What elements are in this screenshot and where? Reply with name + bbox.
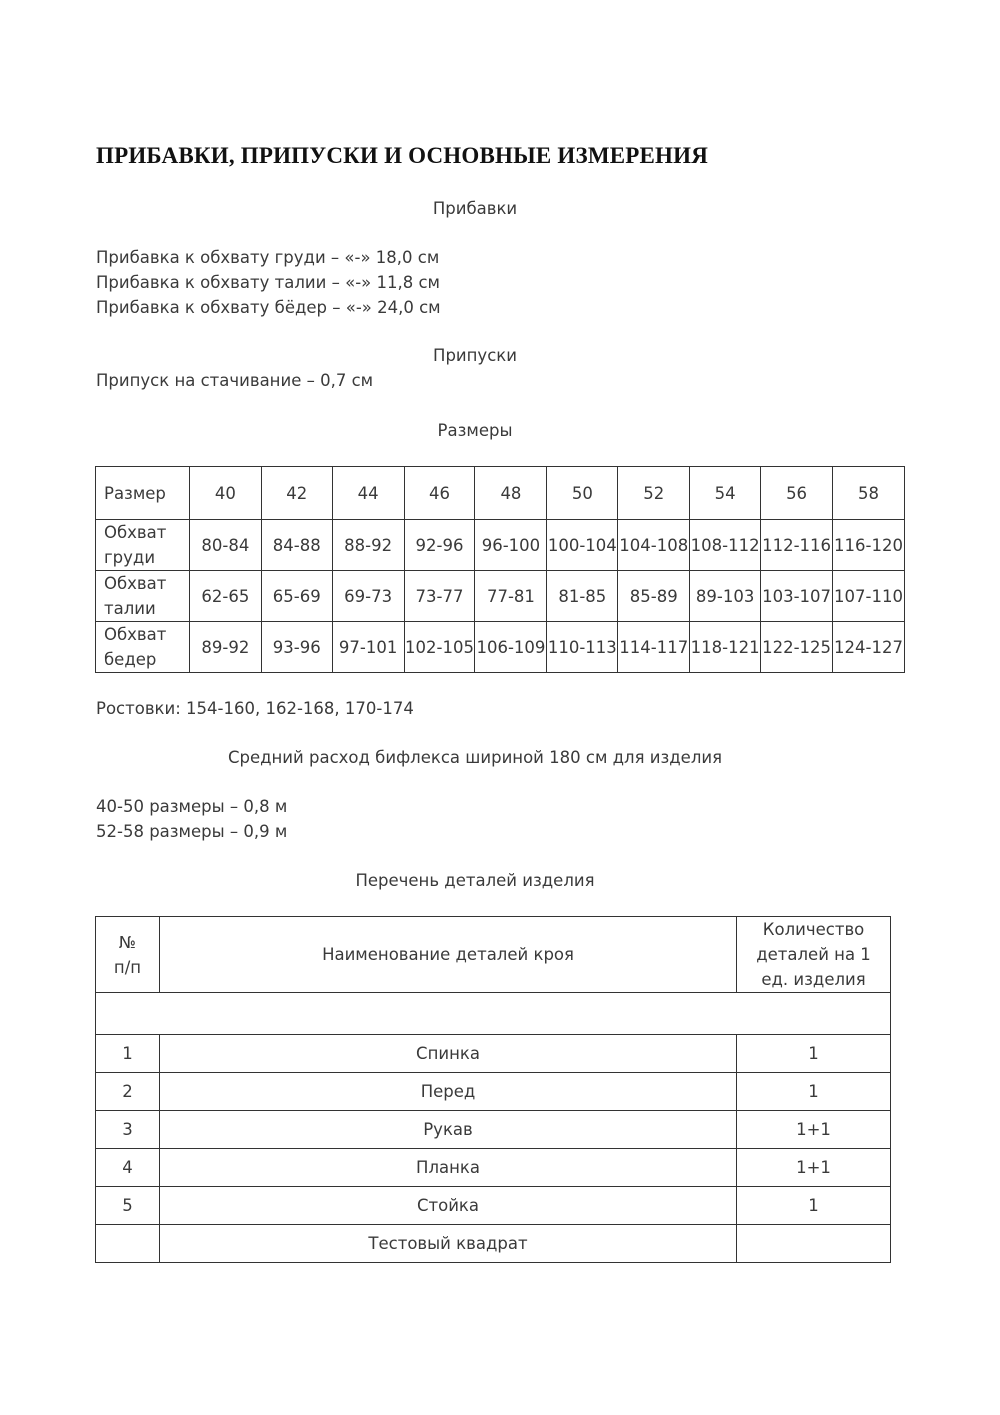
table-row — [96, 1225, 891, 1263]
table-cell: 108-112 — [690, 520, 761, 571]
part-num — [96, 1225, 160, 1263]
part-name: Спинка — [159, 1035, 736, 1073]
table-cell: 102-105 — [404, 622, 475, 673]
parts-table — [95, 916, 891, 1263]
table-cell: 81-85 — [547, 571, 618, 622]
part-num: 4 — [96, 1149, 160, 1187]
table-cell: 80-84 — [189, 520, 261, 571]
table-cell: 116-120 — [833, 520, 905, 571]
consumption-line: 52-58 размеры – 0,9 м — [96, 822, 288, 841]
table-row — [96, 1035, 891, 1073]
row-label: Обхват бедер — [96, 622, 190, 673]
waist-row — [96, 571, 905, 622]
sizes-header-row — [96, 467, 905, 520]
table-cell: 118-121 — [690, 622, 761, 673]
part-qty: 1 — [737, 1035, 891, 1073]
size-column: 52 — [618, 467, 690, 520]
consumption-heading: Средний расход бифлекса шириной 180 см для изделия — [227, 748, 723, 767]
table-cell: 100-104 — [547, 520, 618, 571]
table-cell: 69-73 — [332, 571, 404, 622]
size-column: 44 — [332, 467, 404, 520]
consumption-line: 40-50 размеры – 0,8 м — [96, 797, 288, 816]
table-cell: 84-88 — [261, 520, 332, 571]
page-title: ПРИБАВКИ, ПРИПУСКИ И ОСНОВНЫЕ ИЗМЕРЕНИЯ — [96, 143, 709, 168]
part-qty: 1+1 — [737, 1111, 891, 1149]
empty-cell — [96, 993, 891, 1035]
allowance-line: Прибавка к обхвату бёдер – «-» 24,0 см — [96, 298, 441, 317]
table-cell: 96-100 — [475, 520, 547, 571]
row-label: Обхват талии — [96, 571, 190, 622]
part-num: 5 — [96, 1187, 160, 1225]
sizes-table — [95, 466, 905, 673]
parts-heading: Перечень деталей изделия — [355, 871, 595, 890]
parts-header-row — [96, 917, 891, 993]
size-column: 40 — [189, 467, 261, 520]
part-name: Планка — [159, 1149, 736, 1187]
size-column: 54 — [690, 467, 761, 520]
table-cell: 107-110 — [833, 571, 905, 622]
table-cell: 112-116 — [761, 520, 833, 571]
table-cell: 77-81 — [475, 571, 547, 622]
sizes-header-label: Размер — [96, 467, 190, 520]
table-cell: 124-127 — [833, 622, 905, 673]
part-num: 2 — [96, 1073, 160, 1111]
table-cell: 110-113 — [547, 622, 618, 673]
table-cell: 106-109 — [475, 622, 547, 673]
table-cell: 85-89 — [618, 571, 690, 622]
part-num: 1 — [96, 1035, 160, 1073]
part-qty: 1 — [737, 1187, 891, 1225]
table-cell: 65-69 — [261, 571, 332, 622]
table-row — [96, 1149, 891, 1187]
allowances-heading: Прибавки — [432, 199, 518, 218]
size-column: 56 — [761, 467, 833, 520]
hips-row — [96, 622, 905, 673]
sizes-heading: Размеры — [437, 421, 513, 440]
table-cell: 103-107 — [761, 571, 833, 622]
part-name: Перед — [159, 1073, 736, 1111]
size-column: 42 — [261, 467, 332, 520]
part-name: Рукав — [159, 1111, 736, 1149]
heights-line: Ростовки: 154-160, 162-168, 170-174 — [96, 699, 414, 718]
seams-heading: Припуски — [433, 346, 517, 365]
part-name: Стойка — [159, 1187, 736, 1225]
size-column: 48 — [475, 467, 547, 520]
part-name: Тестовый квадрат — [159, 1225, 736, 1263]
table-row — [96, 1073, 891, 1111]
table-cell: 89-103 — [690, 571, 761, 622]
allowance-line: Прибавка к обхвату талии – «-» 11,8 см — [96, 273, 440, 292]
part-qty: 1+1 — [737, 1149, 891, 1187]
table-cell: 97-101 — [332, 622, 404, 673]
size-column: 50 — [547, 467, 618, 520]
table-cell: 92-96 — [404, 520, 475, 571]
seam-line: Припуск на стачивание – 0,7 см — [96, 371, 374, 390]
table-cell: 104-108 — [618, 520, 690, 571]
part-qty: 1 — [737, 1073, 891, 1111]
table-cell: 122-125 — [761, 622, 833, 673]
header-name: Наименование деталей кроя — [159, 917, 736, 993]
table-cell: 62-65 — [189, 571, 261, 622]
table-row — [96, 1187, 891, 1225]
table-cell: 89-92 — [189, 622, 261, 673]
table-cell: 93-96 — [261, 622, 332, 673]
table-cell: 114-117 — [618, 622, 690, 673]
allowance-line: Прибавка к обхвату груди – «-» 18,0 см — [96, 248, 440, 267]
part-qty — [737, 1225, 891, 1263]
size-column: 46 — [404, 467, 475, 520]
table-cell: 73-77 — [404, 571, 475, 622]
part-num: 3 — [96, 1111, 160, 1149]
table-row — [96, 1111, 891, 1149]
header-qty: Количество деталей на 1 ед. изделия — [737, 917, 891, 993]
size-column: 58 — [833, 467, 905, 520]
chest-row — [96, 520, 905, 571]
row-label: Обхват груди — [96, 520, 190, 571]
empty-row — [96, 993, 891, 1035]
table-cell: 88-92 — [332, 520, 404, 571]
header-num: № п/п — [96, 917, 160, 993]
